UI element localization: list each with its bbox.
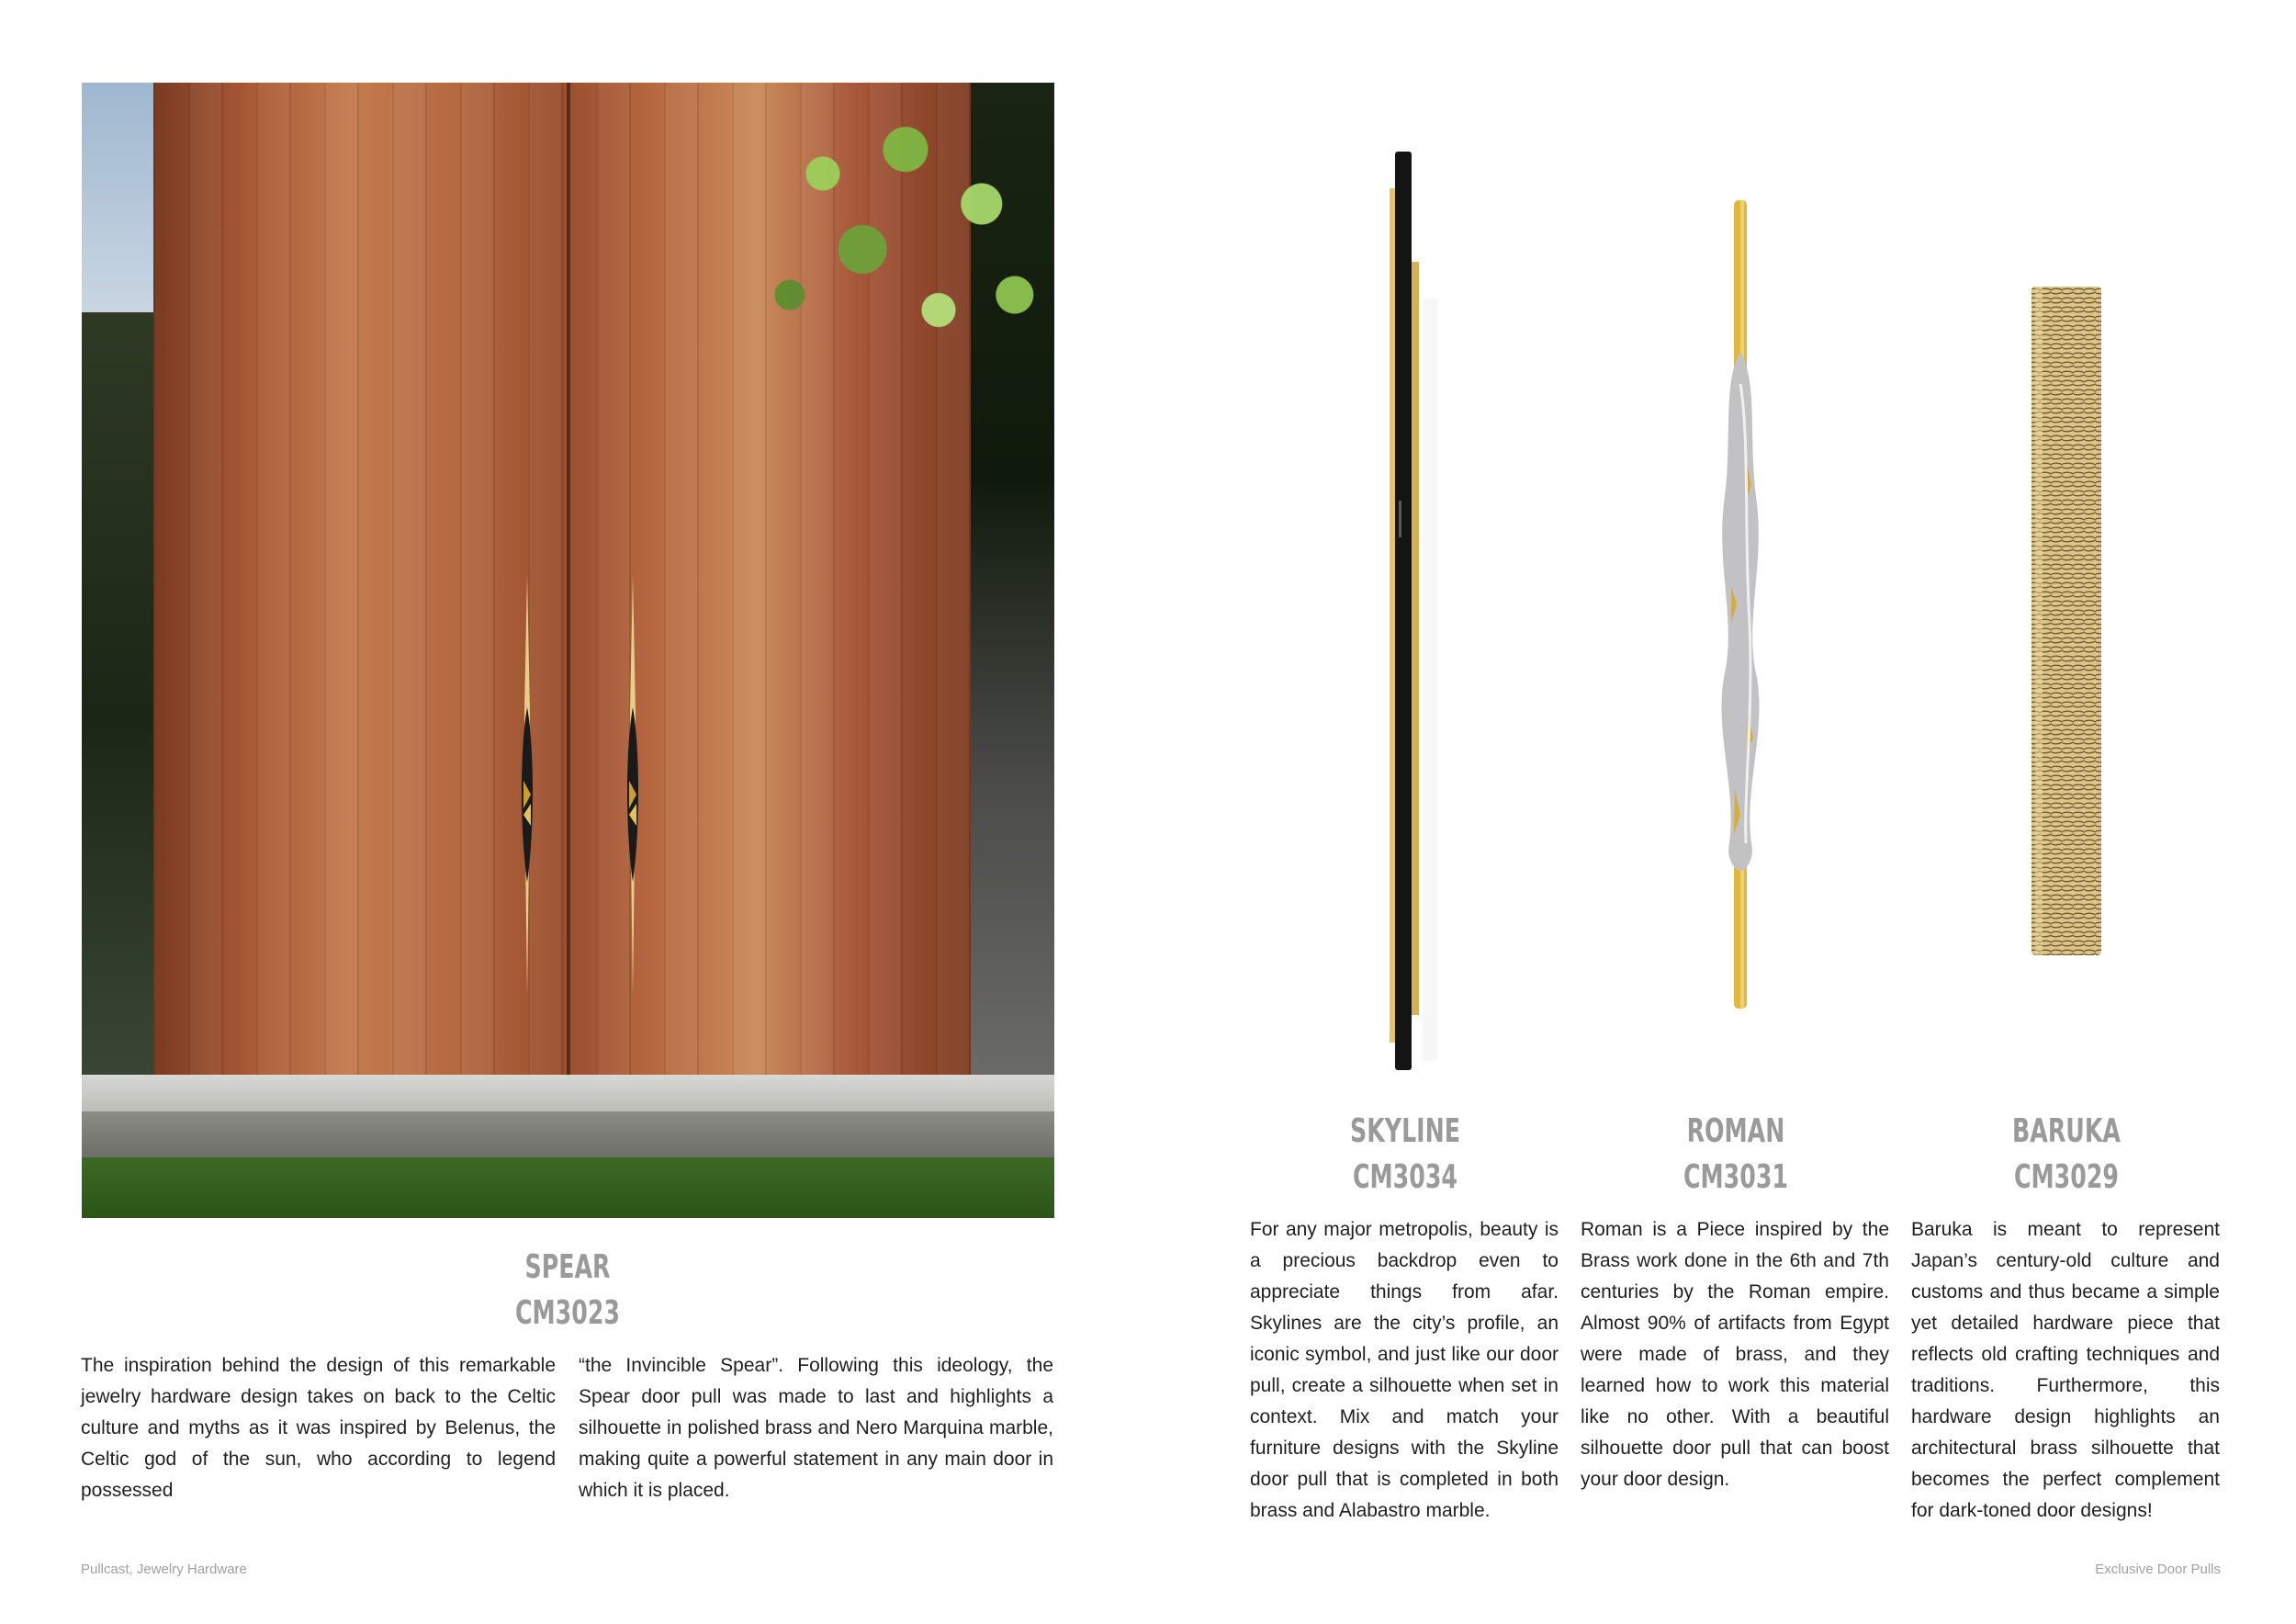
baruka-description: Baruka is meant to represent Japan’s century-old culture and customs and thus became a simple yet detailed hardware piece that reflects old crafting techniques and traditions. Furthermore, this hardware design highlights an architectural brass silhouette that becomes the perfect complement for dark-toned door designs! (1911, 1219, 2220, 1521)
concrete-curb (82, 1111, 1054, 1157)
skyline-door-pull-image (1373, 152, 1437, 1070)
skyline-description: For any major metropolis, beauty is a precious backdrop even to appreciate things from afar. Skylines are the city’s profile, an iconic symbol, and just like our door pull, create a silhouette when set in context. Mix and match your furniture designs with the Skyline door pull that is completed in both brass and Alabastro marble. (1250, 1219, 1559, 1521)
spear-code: CM3023 (514, 1294, 621, 1332)
skyline-marble-bar (1395, 152, 1412, 1070)
sky-area (82, 83, 155, 312)
footer-right: Exclusive Door Pulls (2095, 1562, 2221, 1577)
roman-description: Roman is a Piece inspired by the Brass work done in the 6th and 7th centuries by the Roman empire. Almost 90% of artifacts from Egypt were made of brass, and they learned how to work this material like no other. With a beautiful silhouette door pull that can boost your door design. (1581, 1219, 1889, 1490)
door-photo (82, 83, 1054, 1218)
roman-door-pull-image (1704, 200, 1777, 1073)
tree-foliage (724, 83, 1054, 386)
skyline-code: CM3034 (1352, 1158, 1458, 1196)
grass-lawn (82, 1157, 1054, 1218)
spear-description-left: The inspiration behind the design of this remarkable jewelry hardware design takes on back to the Celtic culture and myths as it was inspired by Belenus, the Celtic god of the sun, who according to legend possessed (81, 1355, 556, 1501)
spear-name: SPEAR (524, 1248, 611, 1286)
baruka-door-pull-image (2030, 287, 2103, 957)
spear-handle-right (623, 574, 643, 997)
skyline-name: SKYLINE (1350, 1112, 1460, 1150)
baruka-name: BARUKA (2012, 1112, 2121, 1150)
spear-description-right: “the Invincible Spear”. Following this ideology, the Spear door pull was made to last and highlights a silhouette in polished brass and Nero Marquina marble, making quite a powerful statement in any main door in which it is placed. (579, 1355, 1053, 1501)
spear-handle-left (517, 574, 537, 997)
door-seam (567, 83, 570, 1084)
skyline-brass-edge (1412, 262, 1419, 1015)
roman-silver-wrap (1722, 352, 1760, 871)
door-step (82, 1075, 1054, 1111)
roman-name: ROMAN (1686, 1112, 1785, 1150)
roman-code: CM3031 (1683, 1158, 1789, 1196)
footer-left: Pullcast, Jewelry Hardware (81, 1562, 247, 1577)
baruka-code: CM3029 (2013, 1158, 2120, 1196)
left-wall (82, 312, 155, 1121)
